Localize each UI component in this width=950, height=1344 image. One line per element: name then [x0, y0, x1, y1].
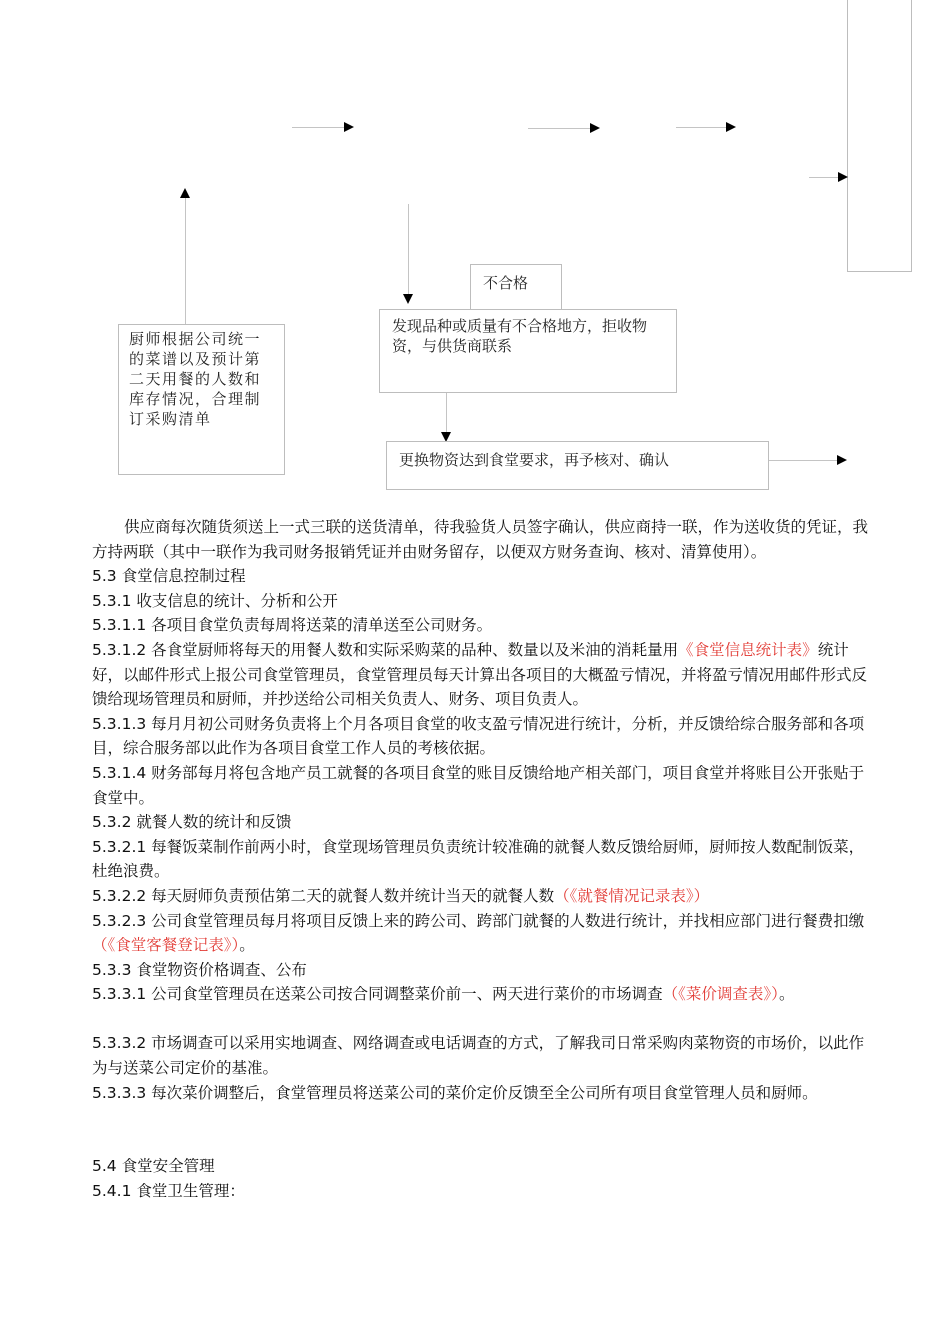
- paragraph-5-3-2-2: [92, 884, 872, 909]
- final-step-box: [847, 0, 912, 272]
- connector-line: [809, 177, 839, 178]
- arrow-right-icon: [838, 172, 848, 182]
- heading-5-3: 5.3 食堂信息控制过程: [92, 567, 246, 586]
- document-body: [92, 515, 872, 1203]
- paragraph-5-3-3-3: 5.3.3.3 每次菜价调整后，食堂管理员将送菜公司的菜价定价反馈至全公司所有项目食堂管理人员和厨师。: [92, 1083, 818, 1102]
- paragraph-5-3-3-1: [92, 982, 872, 1007]
- arrow-right-icon: [837, 455, 847, 465]
- connector-line: [676, 127, 728, 128]
- intro-paragraph: 供应商每次随货须送上一式三联的送货清单，待我验货人员签字确认，供应商持一联，作为送收货的凭证，我方持两联（其中一联作为我司财务报销凭证并由财务留存，以便双方财务查询、核对、清算使用）。: [92, 518, 869, 561]
- heading-5-3-2: 5.3.2 就餐人数的统计和反馈: [92, 813, 292, 832]
- chef-plan-box: [118, 324, 285, 475]
- paragraph-5-3-1-3: 5.3.1.3 每月月初公司财务负责将上个月各项目食堂的收支盈亏情况进行统计，分析，并反馈给综合服务部和各项目，综合服务部以此作为各项目食堂工作人员的考核依据。: [92, 714, 865, 758]
- connector-line: [292, 127, 346, 128]
- connector-line: [769, 460, 839, 461]
- paragraph-text: 5.3.2.2 每天厨师负责预估第二天的就餐人数并统计当天的就餐人数: [92, 886, 555, 905]
- connector-line: [446, 393, 447, 433]
- paragraph-text: 5.3.2.3 公司食堂管理员每月将项目反馈上来的跨公司、跨部门就餐的人数进行统计，并找相应部门进行餐费扣缴: [92, 911, 865, 930]
- heading-5-4-1: 5.4.1 食堂卫生管理：: [92, 1181, 245, 1200]
- chef-plan-text: 厨师根据公司统一的菜谱以及预计第二天用餐的人数和库存情况，合理制订采购清单: [129, 330, 262, 428]
- spacer: [92, 1007, 872, 1032]
- connector-line: [185, 196, 186, 324]
- paragraph-5-3-2-1: 5.3.2.1 每餐饭菜制作前两小时，食堂现场管理员负责统计较准确的就餐人数反馈给厨师，厨师按人数配制饭菜，杜绝浪费。: [92, 837, 865, 881]
- unqualified-label-box: [470, 264, 562, 310]
- paragraph-text: 统计好，以邮件形式上报公司食堂管理员，食堂管理员每天计算出各项目的大概盈亏情况，并将盈亏情况用邮件形式反馈给现场管理员和厨师，并抄送给公司相关负责人、财务、项目负责人。: [92, 640, 868, 709]
- paragraph-5-3-1-1: 5.3.1.1 各项目食堂负责每周将送菜的清单送至公司财务。: [92, 616, 493, 635]
- paragraph-5-3-2-3: [92, 909, 872, 958]
- paragraph-text: 。: [778, 985, 795, 1004]
- paragraph-text: 5.3.1.2 各食堂厨师将每天的用餐人数和实际采购菜的品种、数量以及米油的消耗量用: [92, 640, 679, 659]
- paragraph-5-3-1-2: [92, 638, 872, 712]
- arrow-right-icon: [344, 122, 354, 132]
- form-reference-link: （《菜价调查表》）: [662, 985, 779, 1004]
- connector-line: [528, 128, 592, 129]
- arrow-up-icon: [180, 188, 190, 198]
- connector-line: [408, 204, 409, 296]
- paragraph-text: 5.3.3.1 公司食堂管理员在送菜公司按合同调整菜价前一、两天进行菜价的市场调查: [92, 985, 663, 1004]
- paragraph-text: 。: [239, 936, 255, 955]
- reject-goods-text: 发现品种或质量有不合格地方，拒收物资，与供货商联系: [392, 317, 648, 355]
- heading-5-3-3: 5.3.3 食堂物资价格调查、公布: [92, 960, 307, 979]
- arrow-right-icon: [590, 123, 600, 133]
- replace-goods-text: 更换物资达到食堂要求，再予核对、确认: [399, 451, 670, 469]
- unqualified-label: 不合格: [483, 274, 529, 292]
- form-reference-link: （《食堂客餐登记表》）: [92, 936, 240, 955]
- arrow-down-icon: [403, 294, 413, 304]
- heading-5-4: 5.4 食堂安全管理: [92, 1157, 215, 1176]
- form-reference-link: （《就餐情况记录表》）: [554, 886, 710, 905]
- arrow-right-icon: [726, 122, 736, 132]
- spacer: [92, 1105, 872, 1154]
- form-reference-link: 《食堂信息统计表》: [678, 640, 818, 659]
- paragraph-5-3-1-4: 5.3.1.4 财务部每月将包含地产员工就餐的各项目食堂的账目反馈给地产相关部门，项目食堂并将账目公开张贴于食堂中。: [92, 763, 865, 807]
- reject-goods-box: [379, 309, 677, 393]
- heading-5-3-1: 5.3.1 收支信息的统计、分析和公开: [92, 591, 338, 610]
- replace-goods-box: [386, 441, 769, 490]
- paragraph-5-3-3-2: 5.3.3.2 市场调查可以采用实地调查、网络调查或电话调查的方式，了解我司日常采购肉菜物资的市场价，以此作为与送菜公司定价的基准。: [92, 1034, 865, 1078]
